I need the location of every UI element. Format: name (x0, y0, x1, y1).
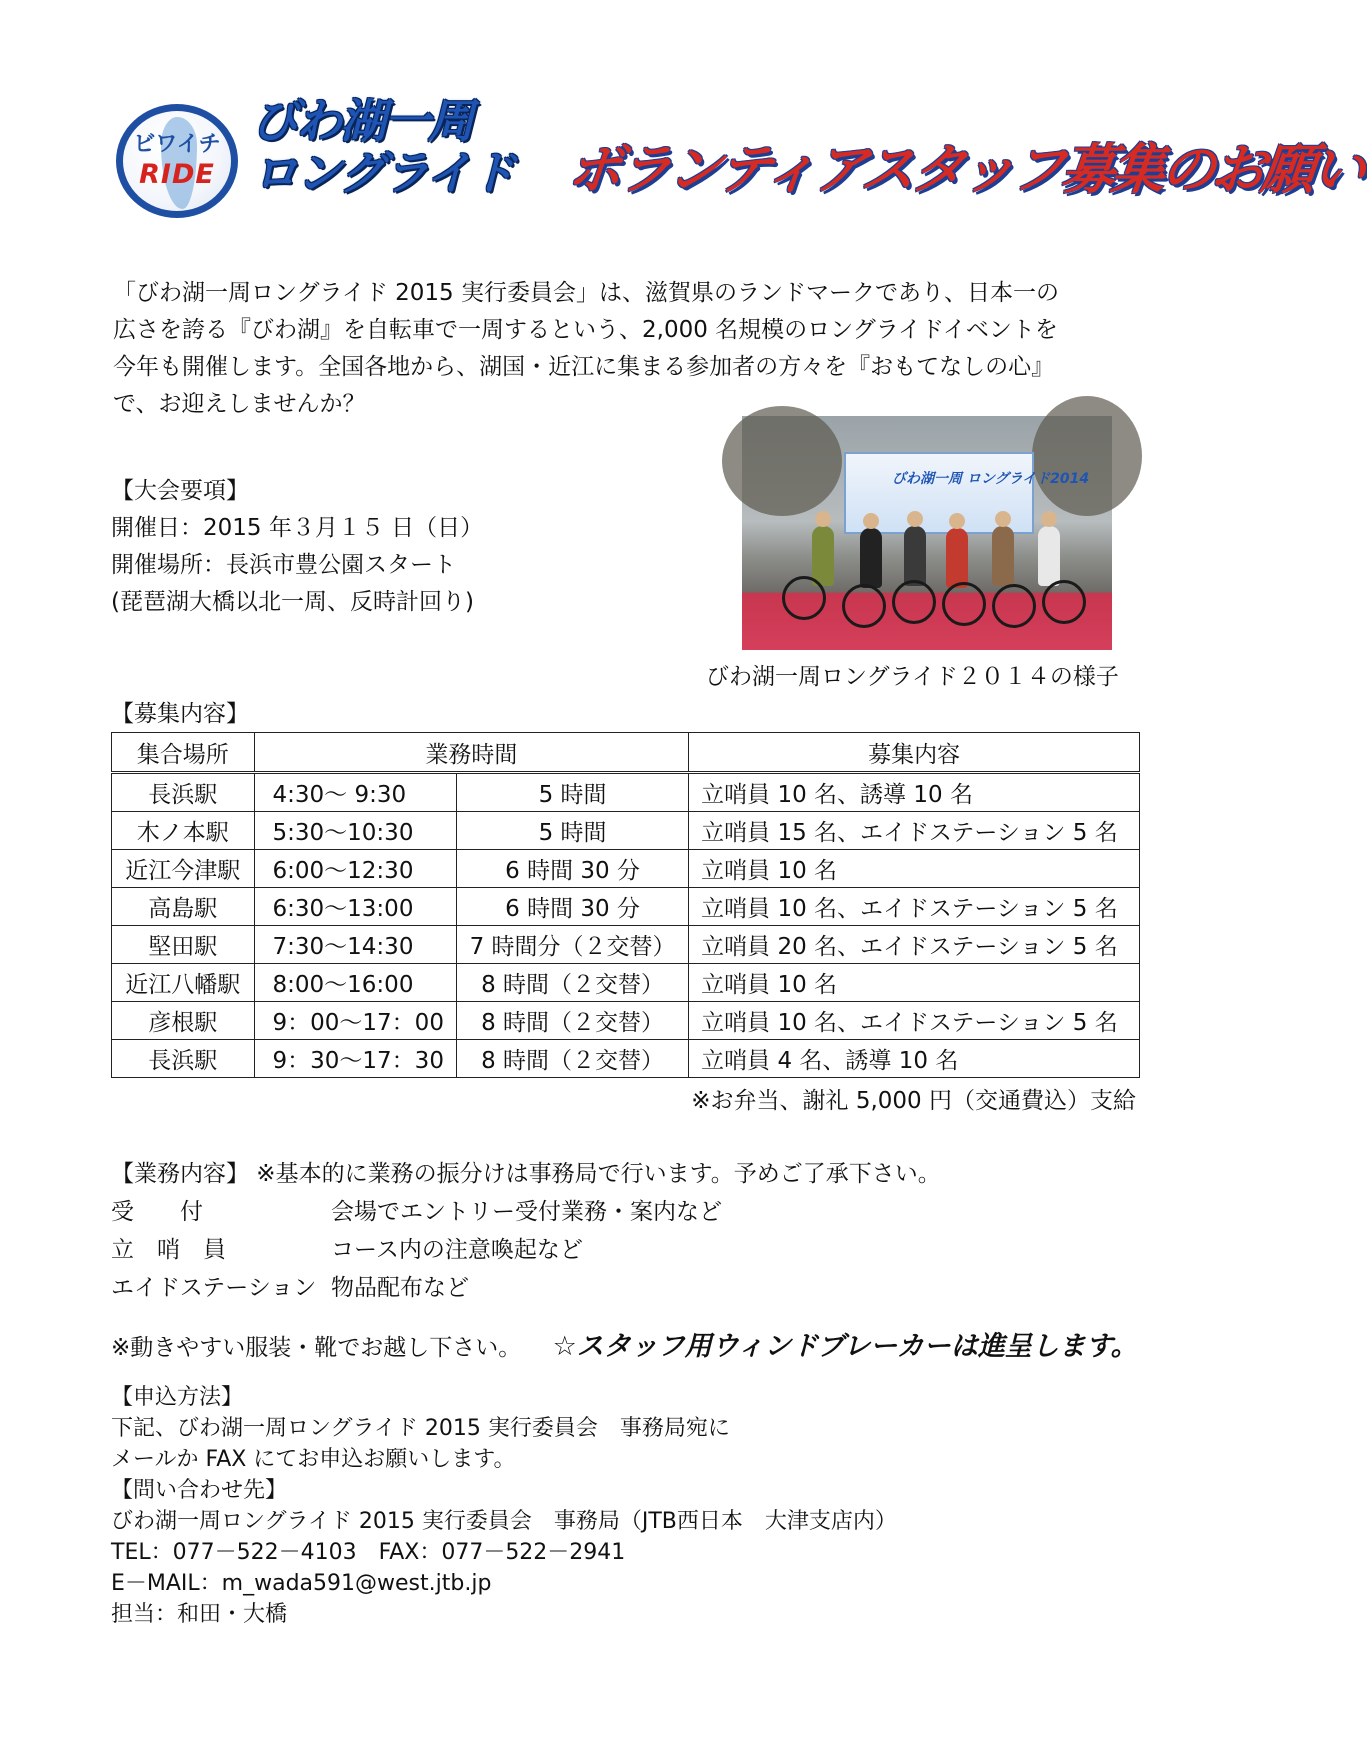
row-place: 木ノ本駅 (112, 812, 255, 850)
table-row (112, 926, 1140, 964)
event-date: 開催日：2015 年３月１５ 日（日） (111, 515, 484, 541)
row-duration: 8 時間（２交替） (456, 1002, 688, 1040)
row-place: 近江今津駅 (112, 850, 255, 888)
duty-desc: 会場でエントリー受付業務・案内など (331, 1199, 722, 1225)
duty-item (111, 1232, 583, 1269)
recruit-table (111, 732, 1140, 1078)
table-row (112, 964, 1140, 1002)
event-section (111, 473, 483, 621)
row-task: 立哨員 10 名 (689, 964, 1140, 1002)
row-task: 立哨員 10 名、エイドステーション 5 名 (689, 1002, 1140, 1040)
row-task: 立哨員 10 名 (689, 850, 1140, 888)
logo-title-line2: ロングライド (252, 146, 514, 200)
table-row (112, 773, 1140, 812)
apply-contact-section (111, 1382, 897, 1630)
intro-line: 今年も開催します。全国各地から、湖国・近江に集まる参加者の方々を『おもてなしの心』 (113, 354, 1055, 380)
table-header-row (112, 733, 1140, 773)
row-time: 7:30～14:30 (254, 926, 456, 964)
row-duration: 6 時間 30 分 (456, 850, 688, 888)
header-place: 集合場所 (112, 733, 255, 773)
row-duration: 5 時間 (456, 812, 688, 850)
logo-title-line1: びわ湖一周 (252, 94, 472, 148)
row-duration: 8 時間（２交替） (456, 964, 688, 1002)
clothing-note: ※動きやすい服装・靴でお越し下さい。 (111, 1335, 522, 1361)
row-time: 9：00～17：00 (254, 1002, 456, 1040)
event-route: (琵琶湖大橋以北一周、反時計回り) (111, 589, 474, 615)
apply-line: メールか FAX にてお申込お願いします。 (111, 1447, 516, 1472)
duty-item (111, 1194, 722, 1231)
intro-line: 広さを誇る『びわ湖』を自転車で一周するという、2,000 名規模のロングライドイベントを (113, 317, 1058, 343)
duty-label: 受 付 (111, 1199, 203, 1225)
row-duration: 5 時間 (456, 773, 688, 812)
contact-org: びわ湖一周ロングライド 2015 実行委員会 事務局（JTB西日本 大津支店内） (111, 1509, 897, 1534)
contact-telfax: TEL：077－522－4103 FAX：077－522－2941 (111, 1540, 626, 1565)
row-time: 4:30～ 9:30 (254, 773, 456, 812)
intro-line: 「びわ湖一周ロングライド 2015 実行委員会」は、滋賀県のランドマークであり、日本一の (113, 280, 1060, 306)
duty-item (111, 1270, 469, 1307)
row-time: 8:00～16:00 (254, 964, 456, 1002)
windbreaker-note: ☆スタッフ用ウィンドブレーカーは進呈します。 (552, 1331, 1138, 1362)
event-photo (742, 416, 1112, 650)
row-time: 6:30～13:00 (254, 888, 456, 926)
photo-caption: びわ湖一周ロングライド２０１４の様子 (706, 664, 1119, 690)
row-place: 彦根駅 (112, 1002, 255, 1040)
badge-top-text: ビワイチ (133, 132, 221, 157)
row-place: 長浜駅 (112, 773, 255, 812)
row-task: 立哨員 10 名、誘導 10 名 (689, 773, 1140, 812)
table-row (112, 850, 1140, 888)
recruit-heading: 【募集内容】 (111, 701, 249, 727)
row-time: 9：30～17：30 (254, 1040, 456, 1078)
table-row (112, 1040, 1140, 1078)
row-task: 立哨員 20 名、エイドステーション 5 名 (689, 926, 1140, 964)
event-heading: 【大会要項】 (111, 478, 249, 504)
event-venue: 開催場所：長浜市豊公園スタート (111, 552, 456, 578)
intro-line: で、お迎えしませんか？ (113, 391, 366, 417)
row-duration: 7 時間分（２交替） (456, 926, 688, 964)
backdrop-panel-text: びわ湖一周 ロングライド2014 (892, 471, 1090, 487)
duty-label: エイドステーション (111, 1275, 317, 1301)
contact-person: 担当：和田・大橋 (111, 1602, 288, 1627)
duty-desc: 物品配布など (331, 1275, 469, 1301)
table-row (112, 812, 1140, 850)
table-row (112, 1002, 1140, 1040)
row-time: 6:00～12:30 (254, 850, 456, 888)
row-task: 立哨員 4 名、誘導 10 名 (689, 1040, 1140, 1078)
duty-desc: コース内の注意喚起など (331, 1237, 583, 1263)
row-place: 高島駅 (112, 888, 255, 926)
row-task: 立哨員 15 名、エイドステーション 5 名 (689, 812, 1140, 850)
header-time: 業務時間 (254, 733, 689, 773)
contact-heading: 【問い合わせ先】 (111, 1478, 288, 1503)
apply-heading: 【申込方法】 (111, 1385, 244, 1410)
row-place: 長浜駅 (112, 1040, 255, 1078)
apply-line: 下記、びわ湖一周ロングライド 2015 実行委員会 事務局宛に (111, 1416, 730, 1441)
volunteer-banner-title: ボランティアスタッフ募集のお願い (564, 138, 1365, 201)
row-place: 堅田駅 (112, 926, 255, 964)
row-duration: 6 時間 30 分 (456, 888, 688, 926)
payment-note: ※お弁当、謝礼 5,000 円（交通費込）支給 (691, 1088, 1136, 1114)
row-task: 立哨員 10 名、エイドステーション 5 名 (689, 888, 1140, 926)
table-row (112, 888, 1140, 926)
header-task: 募集内容 (689, 733, 1140, 773)
row-place: 近江八幡駅 (112, 964, 255, 1002)
duty-label: 立 哨 員 (111, 1237, 226, 1263)
ride-badge-logo (116, 104, 238, 218)
contact-email: E－MAIL：m_wada591@west.jtb.jp (111, 1571, 492, 1596)
clothing-note-line (111, 1328, 1138, 1367)
row-time: 5:30～10:30 (254, 812, 456, 850)
intro-paragraph (113, 275, 1059, 423)
badge-ride-text: RIDE (139, 159, 215, 190)
row-duration: 8 時間（２交替） (456, 1040, 688, 1078)
duties-heading: 【業務内容】 ※基本的に業務の振分けは事務局で行います。予めご了承下さい。 (111, 1161, 941, 1187)
